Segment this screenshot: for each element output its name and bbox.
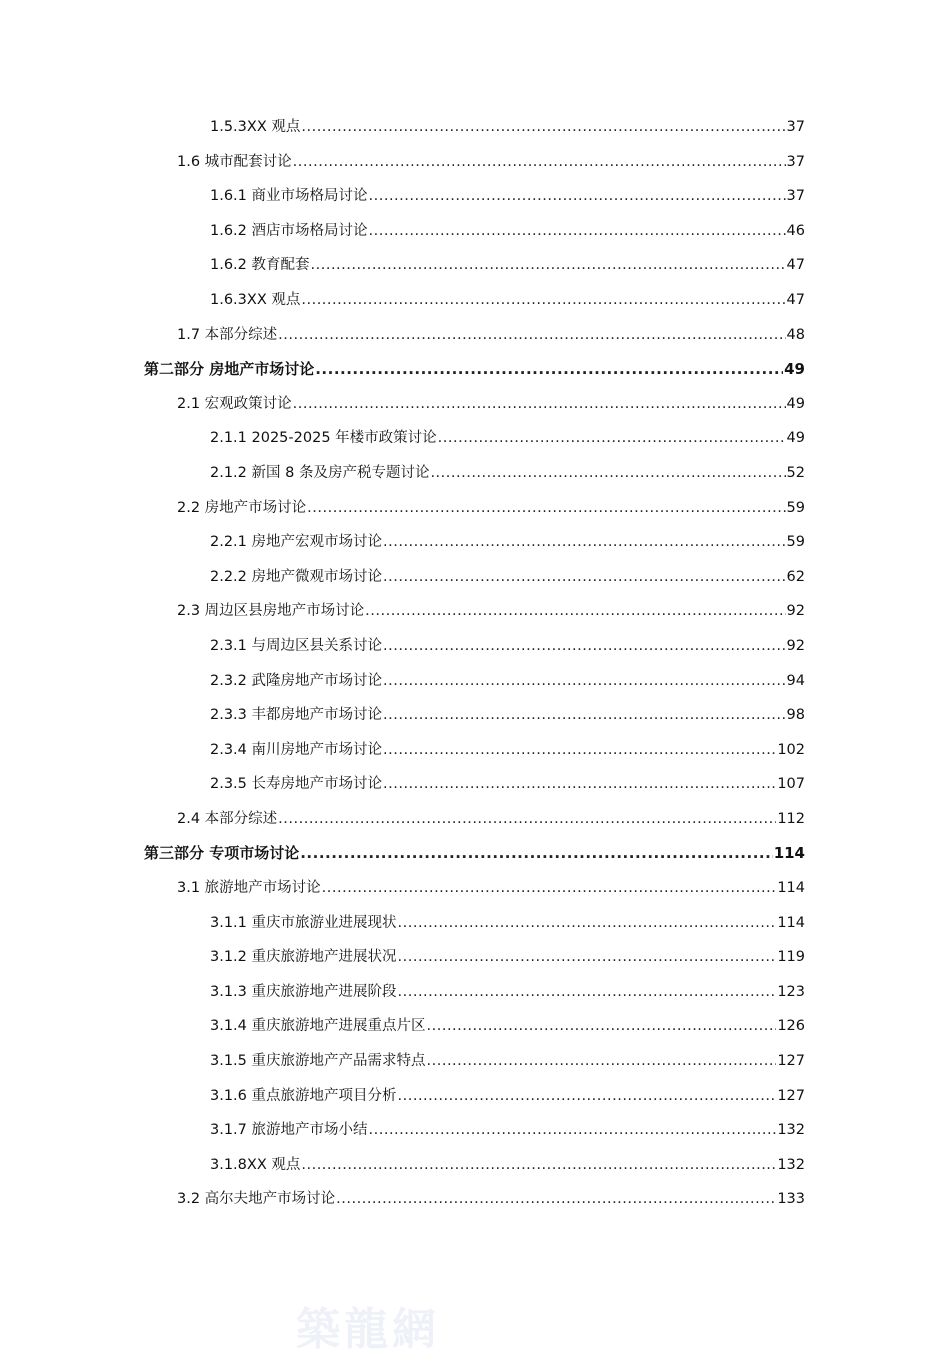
toc-entry-label: 1.6.1 商业市场格局讨论 — [210, 188, 368, 205]
toc-entry-label: 1.6.2 酒店市场格局讨论 — [210, 222, 368, 239]
toc-section-entry[interactable] — [0, 802, 950, 837]
toc-subsection-entry[interactable] — [0, 560, 950, 595]
toc-page-number: 98 — [786, 707, 805, 724]
dot-leader — [430, 456, 785, 491]
toc-page-number: 62 — [786, 568, 805, 585]
toc-subsection-entry[interactable] — [0, 110, 950, 145]
toc-section-entry[interactable] — [0, 594, 950, 629]
dot-leader — [427, 1009, 777, 1044]
toc-page-number: 94 — [786, 672, 805, 689]
toc-subsection-entry[interactable] — [0, 1113, 950, 1148]
toc-entry-label: 1.6.3XX 观点 — [210, 291, 301, 308]
toc-page-number: 127 — [777, 1087, 805, 1104]
dot-leader — [383, 629, 786, 664]
toc-page-number: 49 — [786, 430, 805, 447]
toc-page-number: 126 — [777, 1018, 805, 1035]
dot-leader — [293, 145, 786, 180]
toc-page-number: 59 — [786, 534, 805, 551]
toc-entry-label: 第三部分 专项市场讨论 — [144, 844, 300, 863]
dot-leader — [398, 1079, 777, 1114]
toc-page-number: 102 — [777, 741, 805, 758]
dot-leader — [369, 179, 786, 214]
dot-leader — [398, 940, 777, 975]
toc-page-number: 114 — [777, 880, 805, 897]
toc-page-number: 52 — [786, 464, 805, 481]
dot-leader — [307, 491, 785, 526]
toc-subsection-entry[interactable] — [0, 283, 950, 318]
dot-leader — [398, 975, 777, 1010]
toc-part-heading[interactable] — [0, 836, 950, 871]
toc-section-entry[interactable] — [0, 1182, 950, 1217]
toc-subsection-entry[interactable] — [0, 248, 950, 283]
toc-subsection-entry[interactable] — [0, 975, 950, 1010]
toc-subsection-entry[interactable] — [0, 906, 950, 941]
toc-entry-label: 2.2 房地产市场讨论 — [177, 499, 307, 516]
toc-page-number: 112 — [777, 810, 805, 827]
toc-entry-label: 第二部分 房地产市场讨论 — [144, 360, 315, 379]
toc-page-number: 114 — [777, 914, 805, 931]
dot-leader — [365, 594, 785, 629]
dot-leader — [383, 733, 776, 768]
dot-leader — [383, 560, 786, 595]
toc-subsection-entry[interactable] — [0, 179, 950, 214]
toc-entry-label: 2.3 周边区县房地产市场讨论 — [177, 603, 365, 620]
toc-page-number: 37 — [786, 188, 805, 205]
toc-page-number: 49 — [784, 360, 805, 379]
toc-entry-label: 3.1.2 重庆旅游地产进展状况 — [210, 949, 397, 966]
toc-subsection-entry[interactable] — [0, 629, 950, 664]
toc-entry-label: 2.3.1 与周边区县关系讨论 — [210, 637, 383, 654]
toc-section-entry[interactable] — [0, 145, 950, 180]
toc-page-number: 59 — [786, 499, 805, 516]
toc-subsection-entry[interactable] — [0, 698, 950, 733]
toc-page-number: 127 — [777, 1053, 805, 1070]
toc-entry-label: 3.1.8XX 观点 — [210, 1156, 301, 1173]
toc-page-number: 46 — [786, 222, 805, 239]
toc-entry-label: 2.3.2 武隆房地产市场讨论 — [210, 672, 383, 689]
toc-section-entry[interactable] — [0, 387, 950, 422]
toc-page-number: 133 — [777, 1191, 805, 1208]
toc-page-number: 48 — [786, 326, 805, 343]
toc-subsection-entry[interactable] — [0, 1079, 950, 1114]
toc-page-number: 107 — [777, 776, 805, 793]
dot-leader — [369, 214, 786, 249]
toc-page-number: 47 — [786, 257, 805, 274]
toc-entry-label: 1.6 城市配套讨论 — [177, 153, 292, 170]
toc-entry-label: 3.1.5 重庆旅游地产产品需求特点 — [210, 1053, 426, 1070]
dot-leader — [278, 318, 785, 353]
dot-leader — [383, 767, 776, 802]
toc-subsection-entry[interactable] — [0, 940, 950, 975]
toc-page-number: 114 — [773, 844, 805, 863]
dot-leader — [438, 421, 786, 456]
dot-leader — [322, 871, 777, 906]
toc-subsection-entry[interactable] — [0, 456, 950, 491]
dot-leader — [293, 387, 786, 422]
toc-subsection-entry[interactable] — [0, 525, 950, 560]
toc-subsection-entry[interactable] — [0, 214, 950, 249]
toc-section-entry[interactable] — [0, 871, 950, 906]
toc-entry-label: 3.1.6 重点旅游地产项目分析 — [210, 1087, 397, 1104]
toc-page-number: 132 — [777, 1122, 805, 1139]
toc-subsection-entry[interactable] — [0, 733, 950, 768]
toc-section-entry[interactable] — [0, 318, 950, 353]
toc-entry-label: 2.1 宏观政策讨论 — [177, 395, 292, 412]
toc-subsection-entry[interactable] — [0, 1009, 950, 1044]
toc-entry-label: 2.1.2 新国 8 条及房产税专题讨论 — [210, 464, 430, 481]
toc-subsection-entry[interactable] — [0, 767, 950, 802]
toc-page-number: 37 — [786, 119, 805, 135]
toc-subsection-entry[interactable] — [0, 1044, 950, 1079]
toc-section-entry[interactable] — [0, 491, 950, 526]
dot-leader — [383, 525, 786, 560]
toc-page-number: 37 — [786, 153, 805, 170]
toc-page-number: 123 — [777, 983, 805, 1000]
dot-leader — [300, 836, 772, 871]
dot-leader — [369, 1113, 777, 1148]
toc-entry-label: 3.1.3 重庆旅游地产进展阶段 — [210, 983, 397, 1000]
toc-entry-label: 2.2.2 房地产微观市场讨论 — [210, 568, 383, 585]
dot-leader — [301, 1148, 776, 1183]
toc-page-number: 92 — [786, 637, 805, 654]
toc-entry-label: 2.2.1 房地产宏观市场讨论 — [210, 534, 383, 551]
dot-leader — [311, 248, 786, 283]
table-of-contents — [0, 110, 950, 1217]
dot-leader — [315, 352, 783, 387]
toc-entry-label: 3.1 旅游地产市场讨论 — [177, 880, 321, 897]
dot-leader — [383, 698, 786, 733]
toc-page-number: 119 — [777, 949, 805, 966]
toc-entry-label: 3.1.4 重庆旅游地产进展重点片区 — [210, 1018, 426, 1035]
toc-subsection-entry[interactable] — [0, 421, 950, 456]
dot-leader — [278, 802, 776, 837]
toc-page-number: 92 — [786, 603, 805, 620]
toc-subsection-entry[interactable] — [0, 1148, 950, 1183]
toc-page-number: 49 — [786, 395, 805, 412]
toc-entry-label: 3.2 高尔夫地产市场讨论 — [177, 1191, 336, 1208]
toc-entry-label: 1.5.3XX 观点 — [210, 119, 301, 135]
toc-entry-label: 2.3.3 丰都房地产市场讨论 — [210, 707, 383, 724]
toc-page-number: 132 — [777, 1156, 805, 1173]
toc-entry-label: 2.3.4 南川房地产市场讨论 — [210, 741, 383, 758]
toc-entry-label: 2.4 本部分综述 — [177, 810, 278, 827]
toc-entry-label: 2.3.5 长寿房地产市场讨论 — [210, 776, 383, 793]
toc-entry-label: 3.1.7 旅游地产市场小结 — [210, 1122, 368, 1139]
toc-entry-label: 1.7 本部分综述 — [177, 326, 278, 343]
toc-part-heading[interactable] — [0, 352, 950, 387]
toc-subsection-entry[interactable] — [0, 664, 950, 699]
watermark-logo: 築龍網 — [296, 1304, 440, 1355]
toc-page-number: 47 — [786, 291, 805, 308]
dot-leader — [383, 664, 786, 699]
toc-entry-label: 1.6.2 教育配套 — [210, 257, 310, 274]
dot-leader — [301, 283, 785, 318]
dot-leader — [301, 110, 785, 145]
dot-leader — [336, 1182, 776, 1217]
dot-leader — [398, 906, 777, 941]
toc-entry-label: 2.1.1 2025-2025 年楼市政策讨论 — [210, 430, 437, 447]
toc-entry-label: 3.1.1 重庆市旅游业进展现状 — [210, 914, 397, 931]
dot-leader — [427, 1044, 777, 1079]
